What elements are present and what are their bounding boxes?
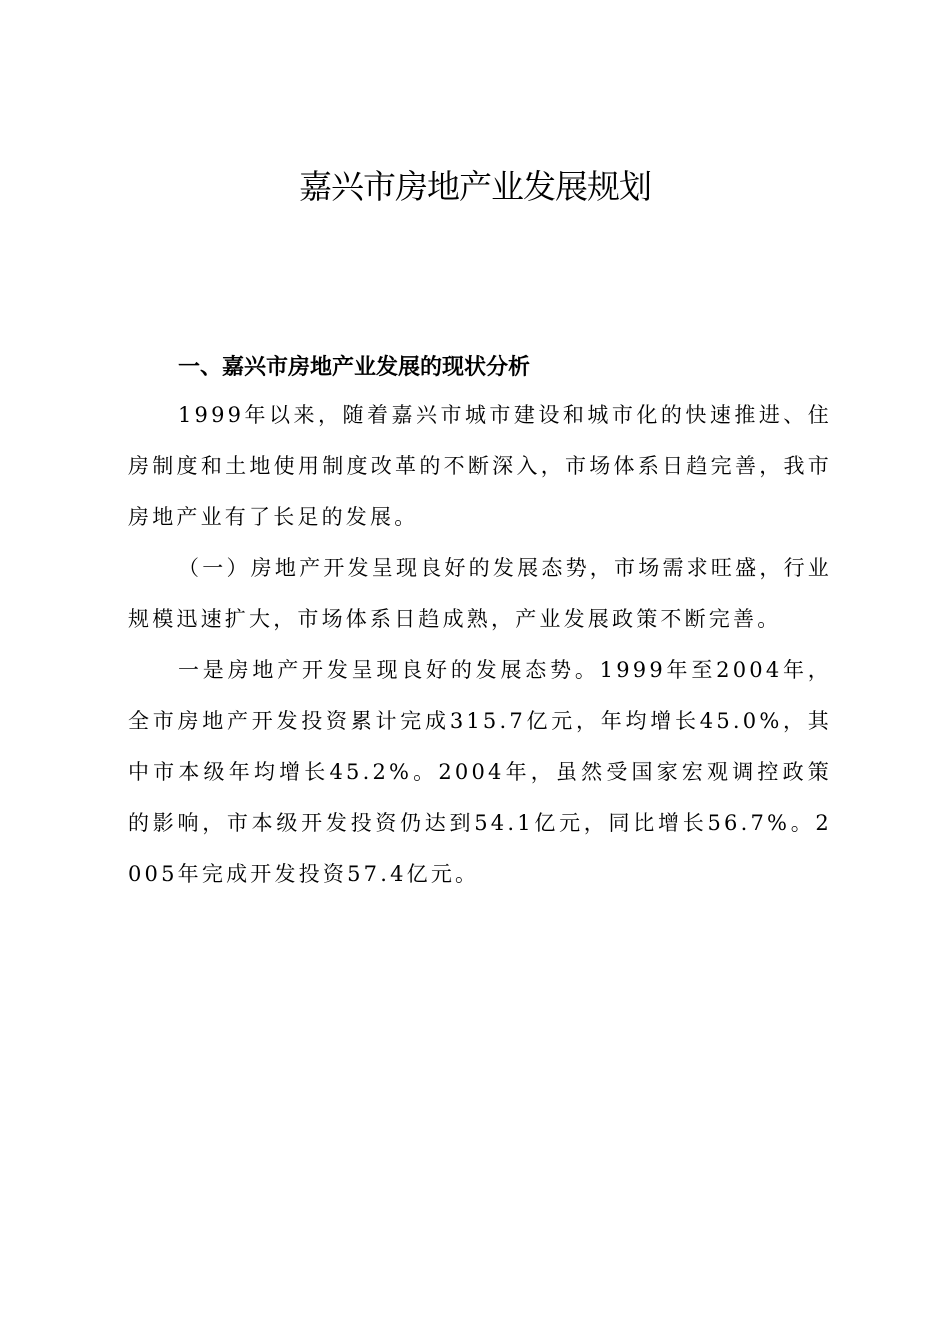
section-heading: 一、嘉兴市房地产业发展的现状分析 bbox=[178, 355, 531, 380]
paragraph-subheading: （一）房地产开发呈现良好的发展态势，市场需求旺盛，行业规模迅速扩大，市场体系日趋成熟，产业发展政策不断完善。 bbox=[128, 556, 832, 631]
document-body bbox=[128, 350, 832, 900]
paragraph-intro: 1999年以来，随着嘉兴市城市建设和城市化的快速推进、住房制度和土地使用制度改革的不断深入，市场体系日趋完善，我市房地产业有了长足的发展。 bbox=[128, 403, 832, 529]
document-title: 嘉兴市房地产业发展规划 bbox=[299, 167, 651, 206]
paragraph-investment: 一是房地产开发呈现良好的发展态势。1999年至2004年，全市房地产开发投资累计完成315.7亿元，年均增长45.0%，其中市本级年均增长45.2%。2004年，虽然受国家宏观调控政策的影响，市本级开发投资仍达到54.1亿元，同比增长56.7%。2005年完成开发投资57.4亿元。 bbox=[128, 658, 832, 886]
